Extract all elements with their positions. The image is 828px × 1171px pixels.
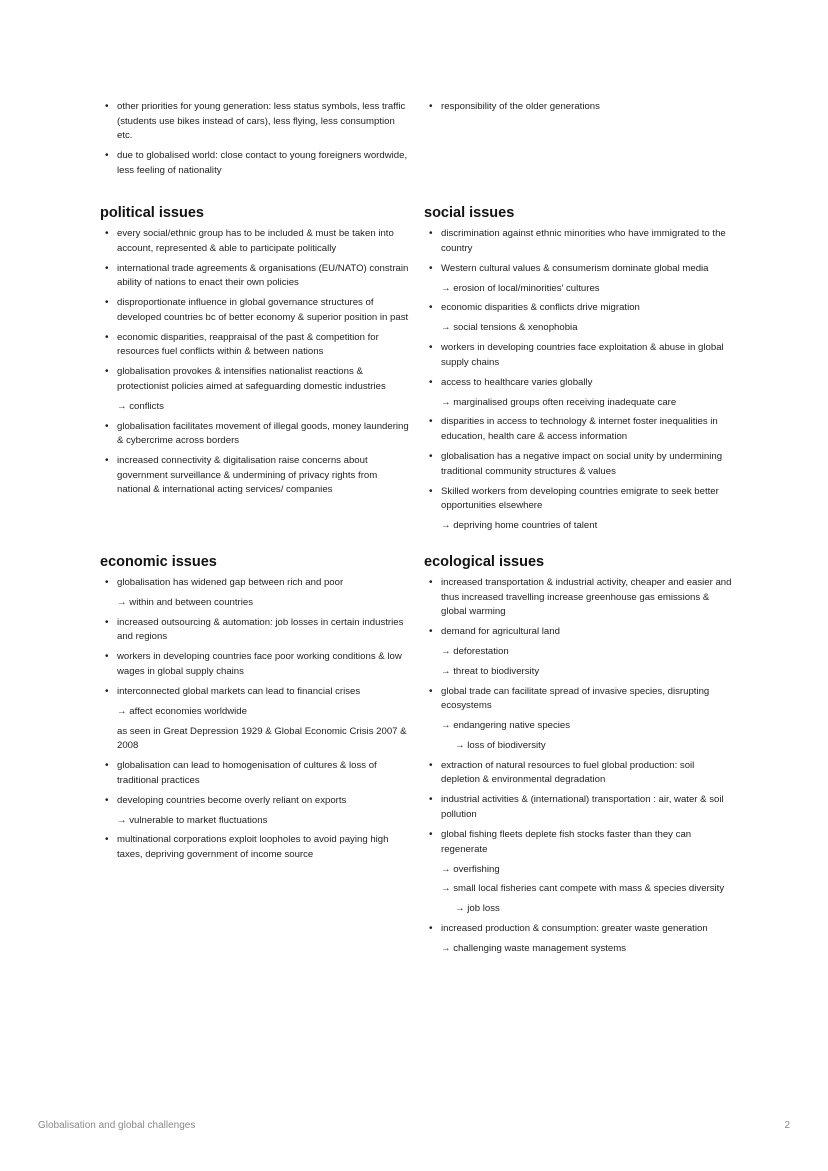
- sub-item: → overfishing: [441, 863, 500, 875]
- sub-item: → threat to biodiversity: [441, 665, 540, 677]
- list-item: • every social/ethnic group has to be included & must be taken into account, represented & able to participate politically: [100, 227, 410, 256]
- sub-item: → conflicts: [117, 400, 164, 412]
- list-item: • other priorities for young generation: less status symbols, less traffic (students use bikes instead of cars), less flying, less consumption etc.: [100, 100, 410, 144]
- list-item: • globalisation provokes & intensifies nationalist reactions & protectionist policies aimed at safeguarding domestic industries: [100, 365, 410, 394]
- sub-item: → within and between countries: [117, 596, 253, 608]
- sub-item: → social tensions & xenophobia: [441, 322, 578, 334]
- list-item: • economic disparities & conflicts drive migration: [424, 301, 734, 316]
- list-item: • multinational corporations exploit loopholes to avoid paying high taxes, depriving government of income source: [100, 833, 410, 862]
- list-item: • globalisation facilitates movement of illegal goods, money laundering & cybercrime across borders: [100, 420, 410, 449]
- political-section: [100, 204, 410, 503]
- sub-item: → erosion of local/minorities' cultures: [441, 282, 600, 294]
- top-right-list: [424, 100, 734, 120]
- note: as seen in Great Depression 1929 & Global Economic Crisis 2007 & 2008: [117, 725, 407, 752]
- list-item: • extraction of natural resources to fuel global production: soil depletion & environmental degradation: [424, 759, 734, 788]
- list-item: • increased production & consumption: greater waste generation: [424, 922, 734, 937]
- list-item: • workers in developing countries face poor working conditions & low wages in global supply chains: [100, 650, 410, 679]
- list-item: • Western cultural values & consumerism dominate global media: [424, 262, 734, 277]
- section-title: economic issues: [100, 554, 217, 570]
- economic-section: [100, 553, 410, 868]
- list-item: • demand for agricultural land: [424, 625, 734, 640]
- section-title: ecological issues: [424, 554, 545, 570]
- top-left-list: [100, 100, 410, 184]
- footer-title: Globalisation and global challenges: [38, 1120, 196, 1131]
- social-section: [424, 204, 734, 539]
- sub-item: → depriving home countries of talent: [441, 520, 598, 532]
- sub-item: → endangering native species: [441, 720, 571, 732]
- list-item: • global fishing fleets deplete fish stocks faster than they can regenerate: [424, 828, 734, 857]
- sub-item: → loss of biodiversity: [455, 740, 546, 752]
- list-item: • workers in developing countries face exploitation & abuse in global supply chains: [424, 341, 734, 370]
- list-item: • access to healthcare varies globally: [424, 376, 734, 391]
- list-item: • globalisation has a negative impact on social unity by undermining traditional community structures & values: [424, 450, 734, 479]
- sub-item: → small local fisheries cant compete with mass & species diversity: [441, 883, 725, 895]
- list-item: • economic disparities, reappraisal of the past & competition for resources fuel conflicts within & between nations: [100, 331, 410, 360]
- list-item: • international trade agreements & organisations (EU/NATO) constrain ability of nations to enact their own policies: [100, 262, 410, 291]
- sub-item: → job loss: [455, 903, 500, 915]
- list-item: • increased transportation & industrial activity, cheaper and easier and thus increased travelling increase greenhouse gas emissions & global warming: [424, 576, 734, 620]
- list-item: • global trade can facilitate spread of invasive species, disrupting ecosystems: [424, 685, 734, 714]
- list-item: • globalisation has widened gap between rich and poor: [100, 576, 410, 591]
- sub-item: → marginalised groups often receiving inadequate care: [441, 396, 677, 408]
- list-item: • responsibility of the older generations: [424, 100, 734, 115]
- sub-item: → vulnerable to market fluctuations: [117, 814, 268, 826]
- page-number: 2: [784, 1120, 790, 1131]
- list-item: • Skilled workers from developing countries emigrate to seek better opportunities elsewhere: [424, 485, 734, 514]
- sub-item: → challenging waste management systems: [441, 942, 627, 954]
- list-item: • developing countries become overly reliant on exports: [100, 794, 410, 809]
- list-item: • due to globalised world: close contact to young foreigners wordwide, less feeling of nationality: [100, 149, 410, 178]
- list-item: • increased outsourcing & automation: job losses in certain industries and regions: [100, 616, 410, 645]
- sub-item: → deforestation: [441, 646, 509, 658]
- list-item: • disparities in access to technology & internet foster inequalities in education, health care & access information: [424, 415, 734, 444]
- list-item: • increased connectivity & digitalisation raise concerns about government surveillance & undermining of privacy rights from national & international acting services/ companies: [100, 454, 410, 498]
- list-item: • discrimination against ethnic minorities who have immigrated to the country: [424, 227, 734, 256]
- section-title: social issues: [424, 205, 515, 221]
- list-item: • disproportionate influence in global governance structures of developed countries bc of better economy & superior position in past: [100, 296, 410, 325]
- section-title: political issues: [100, 205, 204, 221]
- sub-item: → affect economies worldwide: [117, 705, 247, 717]
- list-item: • industrial activities & (international) transportation : air, water & soil pollution: [424, 793, 734, 822]
- list-item: • globalisation can lead to homogenisation of cultures & loss of traditional practices: [100, 759, 410, 788]
- ecological-section: [424, 553, 734, 962]
- list-item: • interconnected global markets can lead to financial crises: [100, 685, 410, 700]
